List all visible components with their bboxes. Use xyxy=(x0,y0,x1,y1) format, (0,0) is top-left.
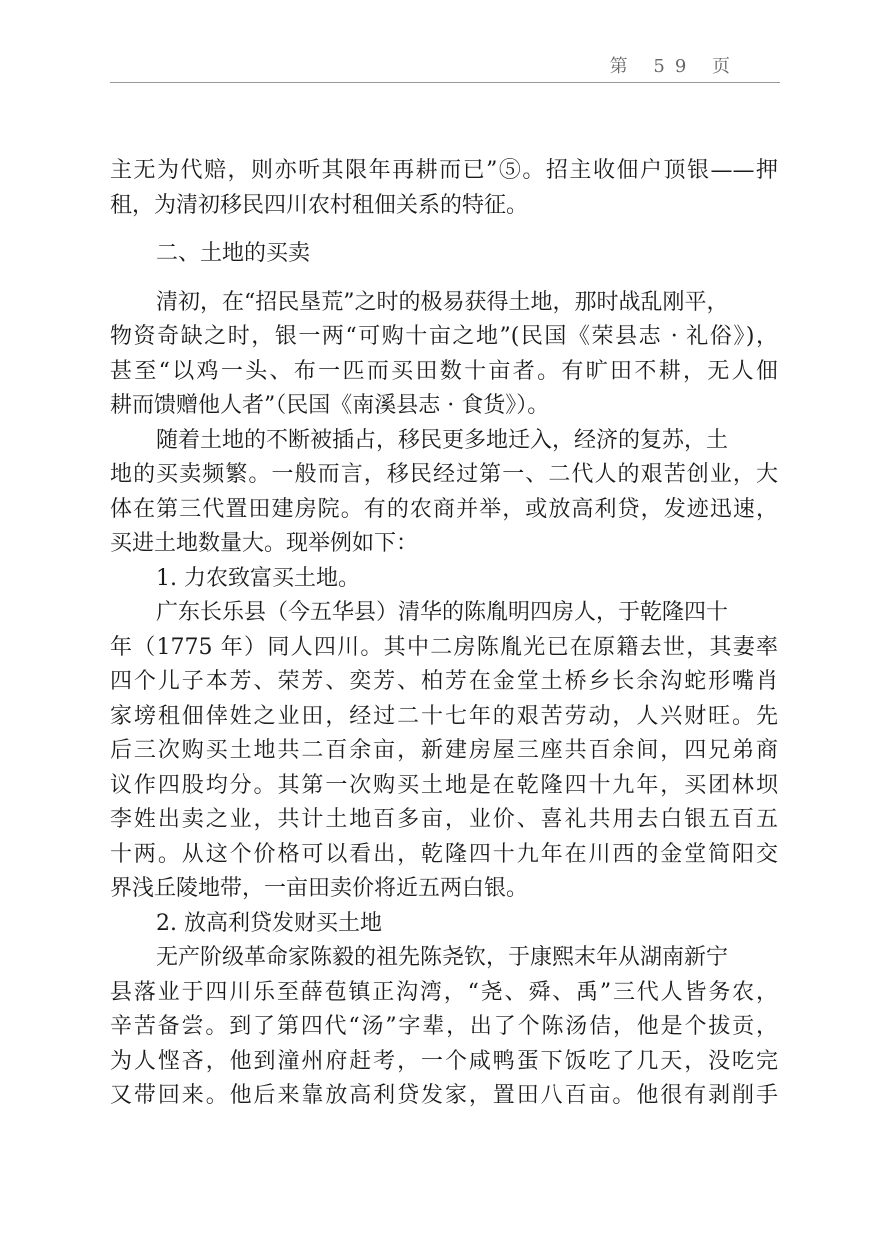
paragraph xyxy=(110,286,778,424)
text-line: 辛苦备尝。到了第四代“汤”字辈，出了个陈汤佶，他是个拔贡， xyxy=(110,1014,778,1039)
text-line: 广东长乐县（今五华县）清华的陈胤明四房人，于乾隆四十 xyxy=(156,600,729,625)
text-line: 四个儿子本芳、荣芳、奕芳、柏芳在金堂土桥乡长余沟蛇形嘴肖 xyxy=(110,669,778,694)
text-line: 后三次购买土地共二百余亩，新建房屋三座共百余间，四兄弟商 xyxy=(110,738,778,763)
text-line: 主无为代赔，则亦听其限年再耕而已”⑤。招主收佃户顶银——押 xyxy=(110,158,778,183)
text-line: 家塝租佃倖姓之业田，经过二十七年的艰苦劳动，人兴财旺。先 xyxy=(110,703,778,729)
text-line: 议作四股均分。其第一次购买土地是在乾隆四十九年，买团林坝 xyxy=(110,772,778,798)
text-line: 清初，在“招民垦荒”之时的极易获得土地，那时战乱刚平， xyxy=(156,289,729,315)
text-line: 又带回来。他后来靠放高利贷发家，置田八百亩。他很有剥削手 xyxy=(110,1083,778,1108)
paragraph xyxy=(110,154,778,223)
heading-text: 二、土地的买卖 xyxy=(156,241,311,266)
paragraph xyxy=(110,596,778,907)
text-line: 无产阶级革命家陈毅的祖先陈尧钦，于康熙末年从湖南新宁 xyxy=(156,945,729,970)
text-line: 买进土地数量大。现举例如下： xyxy=(110,531,419,556)
subsection-heading xyxy=(110,907,778,942)
page-header xyxy=(110,42,780,82)
text-line: 十两。从这个价格可以看出，乾隆四十九年在川西的金堂简阳交 xyxy=(110,841,778,867)
header-divider xyxy=(110,82,780,83)
text-line: 地的买卖频繁。一般而言，移民经过第一、二代人的艰苦创业，大 xyxy=(110,462,778,487)
text-line: 甚至“以鸡一头、布一匹而买田数十亩者。有旷田不耕，无人佃 xyxy=(110,358,778,384)
heading-text: 2. 放高利贷发财买土地 xyxy=(156,910,382,936)
text-line: 为人悭吝，他到潼州府赶考，一个咸鸭蛋下饭吃了几天，没吃完 xyxy=(110,1048,778,1074)
text-line: 李姓出卖之业，共计土地百多亩，业价、喜礼共用去白银五百五 xyxy=(110,807,778,832)
text-line: 耕而馈赠他人者”（民国《南溪县志 · 食货》）。 xyxy=(110,393,550,418)
text-line: 年（1775 年）同人四川。其中二房陈胤光已在原籍去世，其妻率 xyxy=(110,634,778,660)
paragraph xyxy=(110,424,778,562)
document-body xyxy=(110,154,778,1114)
page-number: 第 59 页 xyxy=(609,56,740,77)
text-line: 租，为清初移民四川农村租佃关系的特征。 xyxy=(110,192,529,218)
text-line: 随着土地的不断被插占，移民更多地迁入，经济的复苏，土 xyxy=(156,427,729,453)
heading-text: 1. 力农致富买土地。 xyxy=(156,565,360,591)
section-heading xyxy=(110,237,778,272)
subsection-heading xyxy=(110,562,778,597)
text-line: 体在第三代置田建房院。有的农商并举，或放高利贷，发迹迅速， xyxy=(110,496,778,522)
text-line: 界浅丘陵地带，一亩田卖价将近五两白银。 xyxy=(110,876,529,901)
paragraph xyxy=(110,941,778,1114)
text-line: 县落业于四川乐至薛苞镇正沟湾，“尧、舜、禹”三代人皆务农， xyxy=(110,979,778,1005)
text-line: 物资奇缺之时，银一两“可购十亩之地”(民国《荣县志 · 礼俗》)， xyxy=(110,324,778,349)
